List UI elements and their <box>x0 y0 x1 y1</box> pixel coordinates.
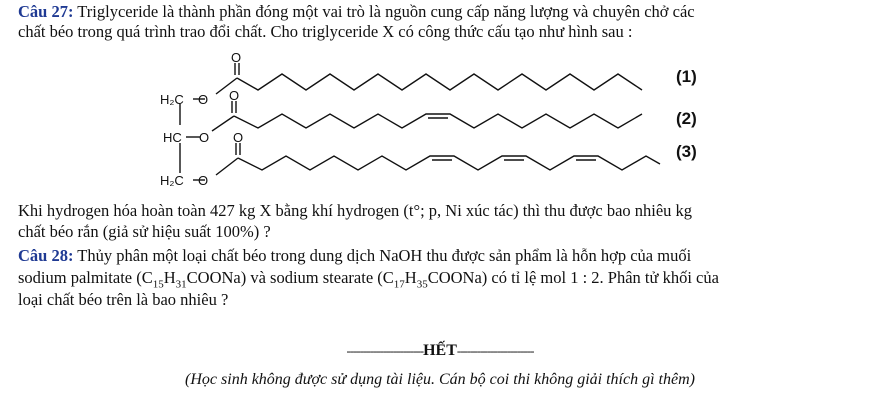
dashes-left: ----------------------- <box>346 343 424 358</box>
h2c-top-label: H₂C <box>160 92 184 107</box>
q28-h1: H <box>163 268 176 287</box>
end-label: HẾT <box>423 342 457 359</box>
dashes-right: ----------------------- <box>456 343 534 358</box>
q28-h2: H <box>404 268 417 287</box>
footnote: (Học sinh không được sử dụng tài liệu. Cán bộ coi thi không giải thích gì thêm) <box>185 371 695 388</box>
chain-3 <box>238 156 660 170</box>
q27-text-1: Triglyceride là thành phần đóng một vai trò là nguồn cung cấp năng lượng và chuyên chở các <box>73 2 695 21</box>
o-label-2: O <box>199 130 210 145</box>
chain-1 <box>237 74 642 90</box>
o-label-carbonyl-1: O <box>231 50 242 65</box>
h2c-bottom-label: H₂C <box>160 173 184 188</box>
o-label-carbonyl-2: O <box>229 88 240 103</box>
o-label-carbonyl-3: O <box>233 130 244 145</box>
sub-31: 31 <box>175 278 187 291</box>
q28-line3: loại chất béo trên là bao nhiêu ? <box>18 290 229 309</box>
sub-35: 35 <box>416 278 428 291</box>
q27-label: Câu 27: <box>18 2 74 21</box>
chain-label-3: (3) <box>676 142 697 161</box>
q28-label: Câu 28: <box>18 246 74 265</box>
chain-label-2: (2) <box>676 109 697 128</box>
q28-text-2a: sodium palmitate (C <box>18 268 153 287</box>
q28-text-2b: COONa) và sodium stearate (C <box>186 268 394 287</box>
q28-text-1: Thủy phân một loại chất béo trong dung dịch NaOH thu được sản phẩm là hỗn hợp của muối <box>73 246 692 265</box>
chain-2 <box>234 114 642 128</box>
q28-line1 <box>18 246 691 266</box>
q28-text-2c: COONa) có tỉ lệ mol 1 : 2. Phân tử khối của <box>427 268 719 287</box>
sub-17: 17 <box>393 278 405 291</box>
o-label-1: O <box>198 92 209 107</box>
sub-15: 15 <box>152 278 164 291</box>
q27-line4: chất béo rắn (giả sử hiệu suất 100%) ? <box>18 222 271 241</box>
o-label-3: O <box>198 173 209 188</box>
end-marker <box>0 342 880 360</box>
hc-label: HC <box>163 130 182 145</box>
triglyceride-structure <box>0 0 880 200</box>
chain-label-1: (1) <box>676 67 697 86</box>
q27-line2: chất béo trong quá trình trao đổi chất. Cho triglyceride X có công thức cấu tạo như hình sau : <box>18 22 633 41</box>
q27-line3: Khi hydrogen hóa hoàn toàn 427 kg X bằng khí hydrogen (t°; p, Ni xúc tác) thì thu được bao nhiêu kg <box>18 201 693 220</box>
